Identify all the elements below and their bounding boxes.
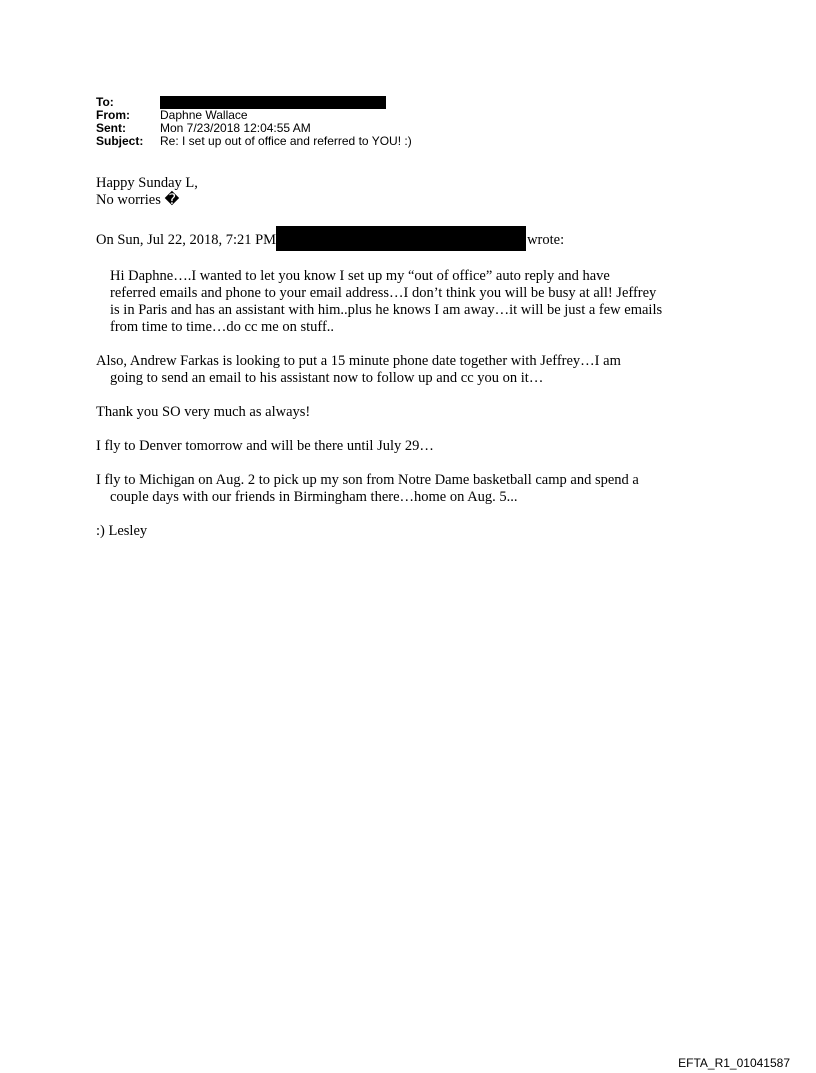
quote-header-suffix: wrote: (527, 232, 565, 248)
quoted-line: from time to time…do cc me on stuff.. (110, 319, 335, 335)
sent-label: Sent: (96, 121, 126, 135)
email-body (96, 175, 726, 557)
quoted-paragraph-1 (96, 268, 726, 336)
quoted-line: couple days with our friends in Birmingham there…home on Aug. 5... (110, 489, 518, 505)
quote-header (96, 226, 726, 251)
reply-text (96, 175, 726, 209)
subject-row (96, 135, 412, 148)
from-value: Daphne Wallace (160, 108, 248, 122)
reply-line: No worries � (96, 192, 180, 208)
greeting: Happy Sunday L, (96, 175, 198, 191)
quoted-line: Hi Daphne….I wanted to let you know I set up my “out of office” auto reply and have (110, 268, 610, 284)
quoted-line: referred emails and phone to your email address…I don’t think you will be busy at all! Jeffrey (110, 285, 657, 301)
to-label: To: (96, 95, 114, 109)
document-id: EFTA_R1_01041587 (678, 1056, 790, 1070)
quoted-line: Thank you SO very much as always! (96, 404, 311, 420)
sent-value: Mon 7/23/2018 12:04:55 AM (160, 121, 311, 135)
redacted-sender (276, 226, 526, 251)
subject-label: Subject: (96, 134, 144, 148)
quoted-paragraph-3 (96, 404, 726, 421)
quoted-line: Also, Andrew Farkas is looking to put a 15 minute phone date together with Jeffrey…I am (96, 353, 621, 369)
quoted-paragraph-5 (96, 472, 726, 506)
quoted-paragraph-2 (96, 353, 726, 387)
email-header (96, 96, 412, 148)
quoted-line: I fly to Denver tomorrow and will be there until July 29… (96, 438, 434, 454)
to-row (96, 96, 412, 109)
quoted-line: I fly to Michigan on Aug. 2 to pick up my son from Notre Dame basketball camp and spend a (96, 472, 639, 488)
quoted-paragraph-4 (96, 438, 726, 455)
signoff-line: :) Lesley (96, 523, 148, 539)
from-label: From: (96, 108, 130, 122)
subject-value: Re: I set up out of office and referred to YOU! :) (160, 134, 412, 148)
signoff (96, 523, 726, 540)
quote-header-prefix: On Sun, Jul 22, 2018, 7:21 PM (96, 232, 277, 248)
quoted-line: is in Paris and has an assistant with him..plus he knows I am away…it will be just a few emails (110, 302, 663, 318)
quoted-line: going to send an email to his assistant now to follow up and cc you on it… (110, 370, 544, 386)
